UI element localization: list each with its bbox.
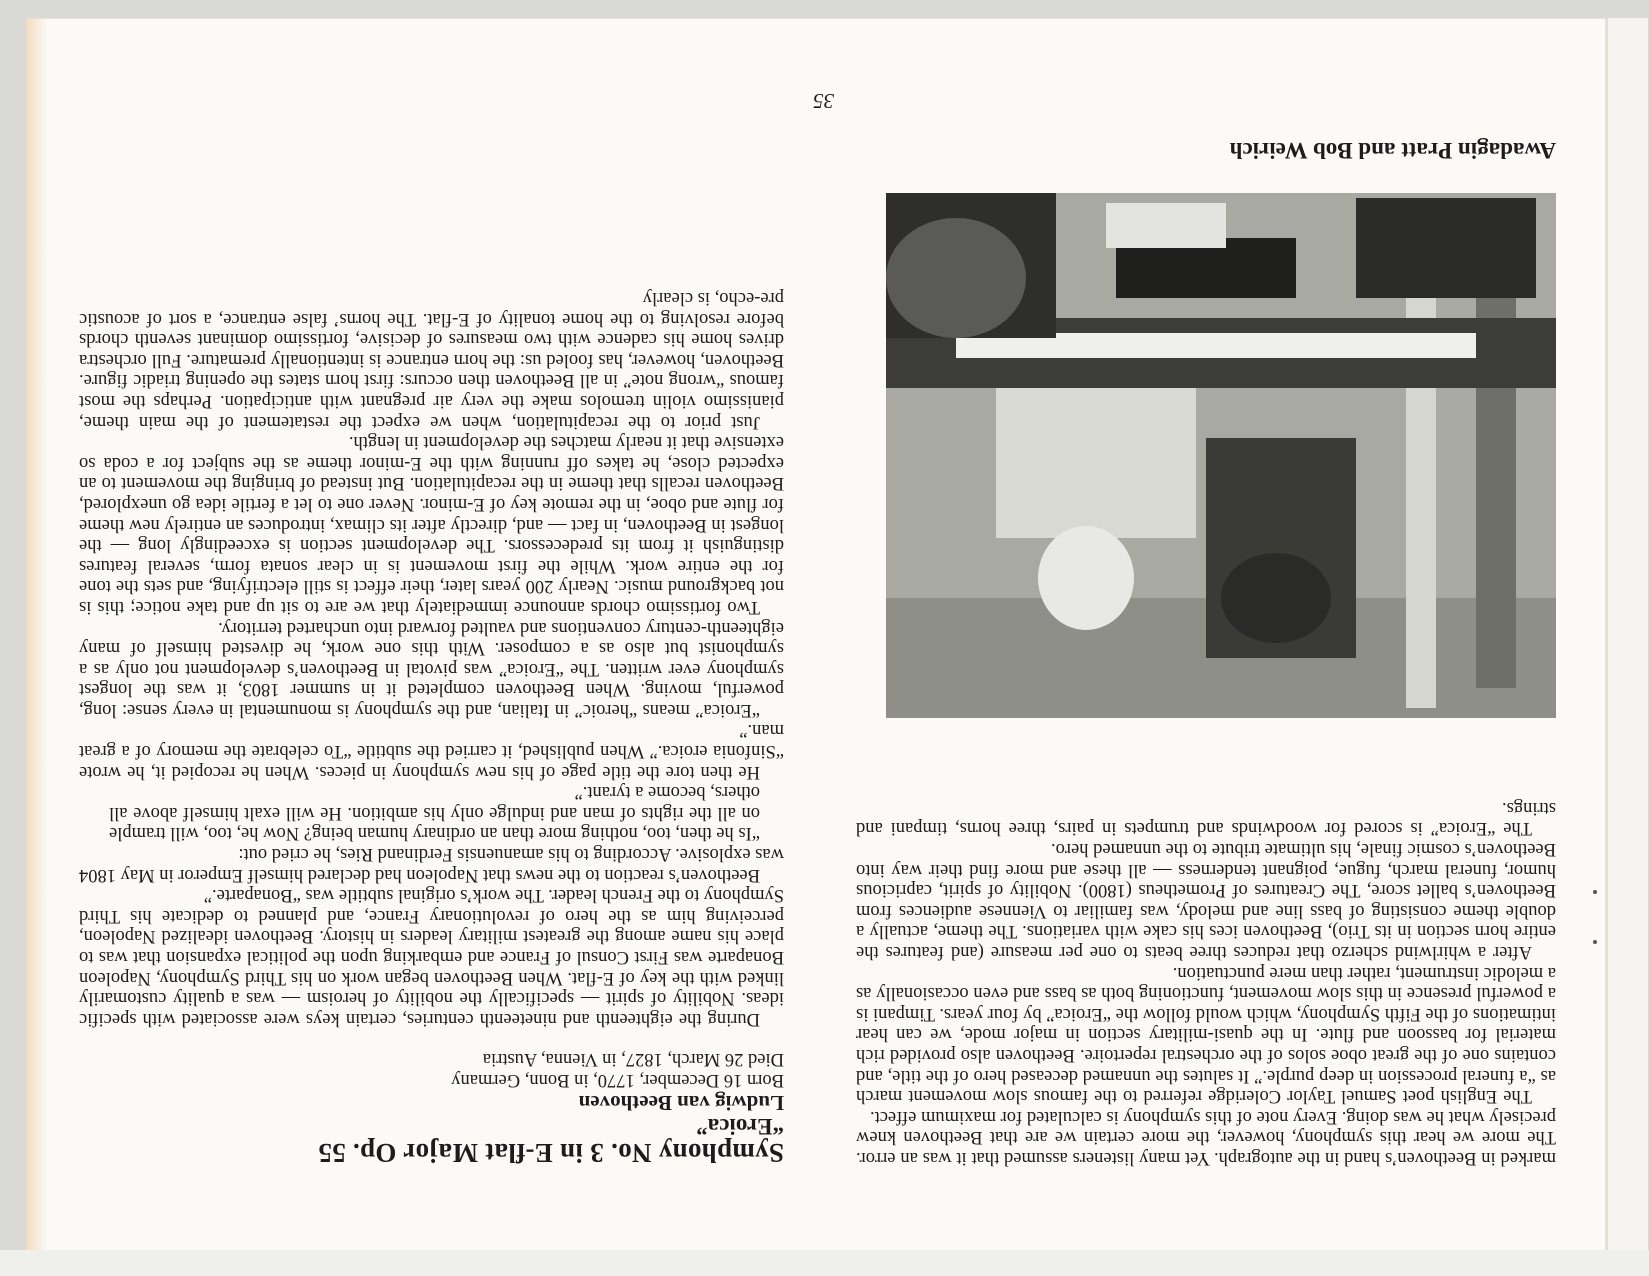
paragraph: Two fortissimo chords announce immediately that we are to sit up and take notice; this is not background music. Nearly 200 years later, their effect is still electrifying, and sets the tone for the entire work. While the first movement is in clear sonata form, several features distinguish it from its predecessors. The development section is exceedingly long — the longest in Beethoven, in fact — and, directly after its climax, introduces an entirely new theme for flute and oboe, in the remote key of E-minor. Never one to let a fertile idea go unexplored, Beethoven recalls that theme in the recapitulation. But instead of bringing the movement to an expected close, he takes off running with the E-minor theme as the subject for a coda so extensive that it nearly matches the development in length. — [79, 432, 784, 617]
composer-name: Ludwig van Beethoven — [578, 1091, 784, 1115]
birth-line: Born 16 December, 1770, in Bonn, Germany — [451, 1070, 784, 1090]
paragraph: “Eroica” means “heroic” in Italian, and the symphony is monumental in every sense: long, powerful, moving. When Beethoven completed it in summer 1803, it was the longest symphony ever written. The “Eroica” was pivotal in Beethoven’s development not only as a symphonist but also as a composer. With this one work, he divested himself of many eighteenth-century conventions and vaulted forward into uncharted territory. — [79, 617, 784, 720]
piece-title: Symphony No. 3 in E-flat Major Op. 55 — [318, 1138, 784, 1168]
piece-heading — [79, 1049, 784, 1168]
paragraph: He then tore the title page of his new symphony in pieces. When he recopied it, he wrote “Sinfonia eroica.” When published, it carried the subtitle “To celebrate the memory of a great man.” — [79, 720, 784, 782]
program-notes-right-column — [856, 797, 1556, 1168]
paragraph: Beethoven’s reaction to the news that Napoleon had declared himself Emperor in May 1804 was explosive. According to his amanuensis Ferdinand Ries, he cried out: — [79, 844, 784, 885]
paragraph: Just prior to the recapitulation, when we expect the restatement of the main theme, pianissimo violin tremolos make the very air pregnant with anticipation. Perhaps the most famous “wrong note” in all Beethoven then occurs: first horn states the opening triadic figure. Beethoven, however, has fooled us: the horn entrance is intentionally premature. Full orchestra drives home his cadence with two measures of decisive, fortissimo dominant seventh chords before resolving to the home tonality of E-flat. The horns’ false entrance, a sort of acoustic pre-echo, is clearly — [79, 288, 784, 432]
paragraph: marked in Beethoven’s hand in the autograph. Yet many listeners assumed that it was an error. The more we hear this symphony, however, the more certain we are that Beethoven knew precisely what he was doing. Every note of this symphony is calculated for maximum effect. — [856, 1106, 1556, 1168]
photo-caption: Awadagin Pratt and Bob Weirich — [1229, 138, 1556, 163]
adjacent-page-edge — [1606, 18, 1648, 1263]
scan-bottom-band — [0, 1250, 1649, 1276]
paragraph: After a whirlwind scherzo that reduces three beats to one per measure (and features the entire horn section in its Trio), Beethoven ices his cake with variations. The theme, actually a double theme consisting of bass line and melody, was familiar to Viennese audiences from Beethoven’s ballet score, The Creatures of Prometheus (1800). Nobility of spirit, capricious humor, funeral march, fugue, poignant tenderness — all these and more find their way into Beethoven’s cosmic finale, his ultimate tribute to the unnamed hero. — [856, 839, 1556, 963]
photo-illustration — [886, 193, 1556, 718]
page-number: 35 — [813, 89, 834, 113]
beethoven-quote: “Is he then, too, nothing more than an ordinary human being? Now he, too, will trample on all the rights of man and indulge only his ambition. He will exalt himself above all others, become a tyrant.” — [109, 782, 760, 844]
paragraph: The English poet Samuel Taylor Coleridge referred to the famous slow movement march as “a funeral procession in deep purple.” It salutes the unnamed deceased hero of the title, and contains one of the great oboe solos of the orchestral repertoire. Beethoven also provided rich material for bassoon and flute. In the quasi-military section in major mode, we can hear intimations of the Fifth Symphony, which would follow the “Eroica” by four years. Timpani is a powerful presence in this slow movement, functioning both as bass and even occasionally as a melodic instrument, rather than mere punctuation. — [856, 962, 1556, 1107]
upside-down-page-content — [26, 18, 1606, 1263]
program-notes-left-column — [79, 287, 784, 1168]
paragraph: The “Eroica” is scored for woodwinds and trumpets in pairs, three horns, timpani and strings. — [856, 797, 1556, 839]
composer-dates — [79, 1049, 784, 1090]
piece-nickname: “Eroica” — [696, 1114, 784, 1139]
paragraph: During the eighteenth and nineteenth centuries, certain keys were associated with specific ideas. Nobility of spirit — specifically the nobility of heroism — was a quality customarily linked with the key of E-flat. When Beethoven began work on his Third Symphony, Napoleon Bonaparte was First Consul of France and embarking upon the political expansion that was to place his name among the greatest military leaders in history. Beethoven idealized Napoleon, perceiving him as the hero of revolutionary France, and planned to dedicate his Third Symphony to the French leader. The work’s original subtitle was “Bonaparte.” — [79, 885, 784, 1029]
performer-photo — [886, 193, 1556, 718]
death-line: Died 26 March, 1827, in Vienna, Austria — [482, 1049, 784, 1070]
